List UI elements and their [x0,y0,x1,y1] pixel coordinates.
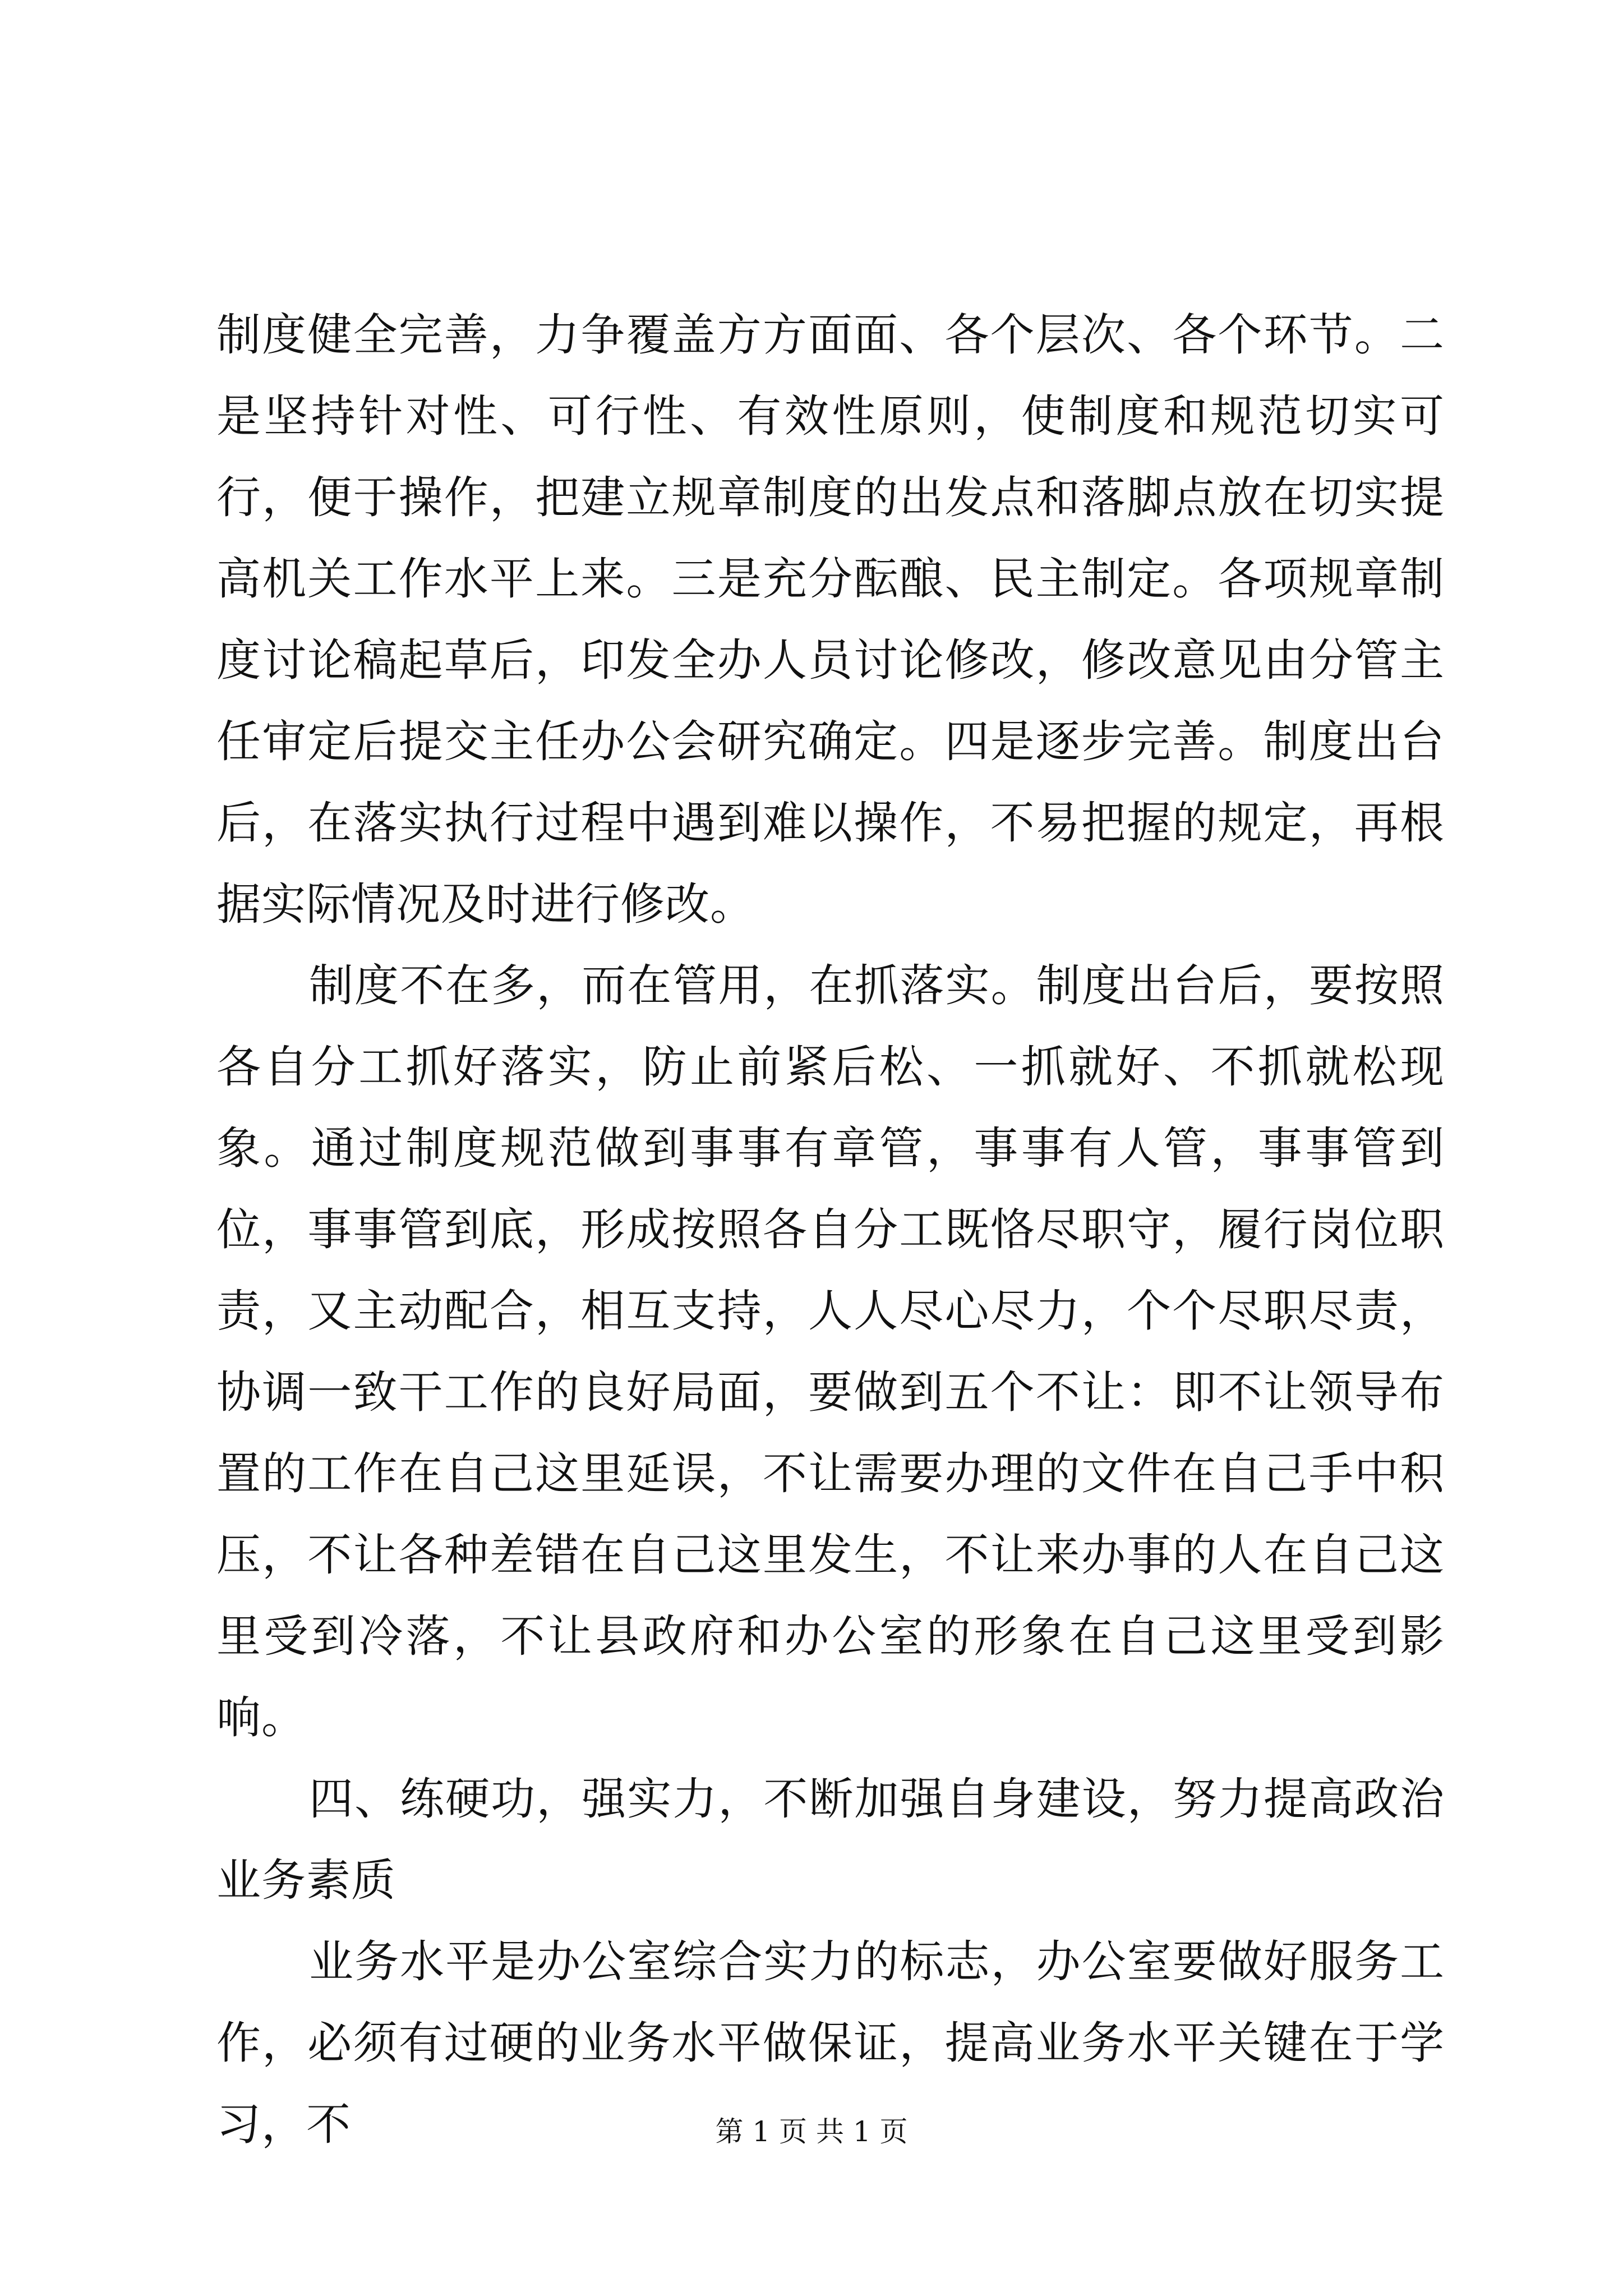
document-body [216,295,1445,2165]
section-heading: 四、练硬功，强实力，不断加强自身建设，努力提高政治业务素质 [216,1773,1445,1906]
paragraph-2: 制度不在多，而在管用，在抓落实。制度出台后，要按照各自分工抓好落实，防止前紧后松、一抓就好、不抓就松现象。通过制度规范做到事事有章管，事事有人管，事事管到位，事事管到底，形成按照各自分工既恪尽职守，履行岗位职责，又主动配合，相互支持，人人尽心尽力，个个尽职尽责，协调一致干工作的良好局面，要做到五个不让：即不让领导布置的工作在自己这里延误，不让需要办理的文件在自己手中积压，不让各种差错在自己这里发生，不让来办事的人在自己这里受到冷落，不让县政府和办公室的形象在自己这里受到影响。 [216,960,1445,1743]
paragraph-3: 业务水平是办公室综合实力的标志，办公室要做好服务工作，必须有过硬的业务水平做保证，提高业务水平关键在于学习，不 [216,1936,1445,2150]
page-number-label: 第 1 页 共 1 页 [715,2115,908,2148]
page-footer [0,2112,1623,2151]
paragraph-1: 制度健全完善，力争覆盖方方面面、各个层次、各个环节。二是坚持针对性、可行性、有效性原则，使制度和规范切实可行，便于操作，把建立规章制度的出发点和落脚点放在切实提高机关工作水平上来。三是充分酝酿、民主制定。各项规章制度讨论稿起草后，印发全办人员讨论修改，修改意见由分管主任审定后提交主任办公会研究确定。四是逐步完善。制度出台后，在落实执行过程中遇到难以操作，不易把握的规定，再根据实际情况及时进行修改。 [216,309,1445,930]
